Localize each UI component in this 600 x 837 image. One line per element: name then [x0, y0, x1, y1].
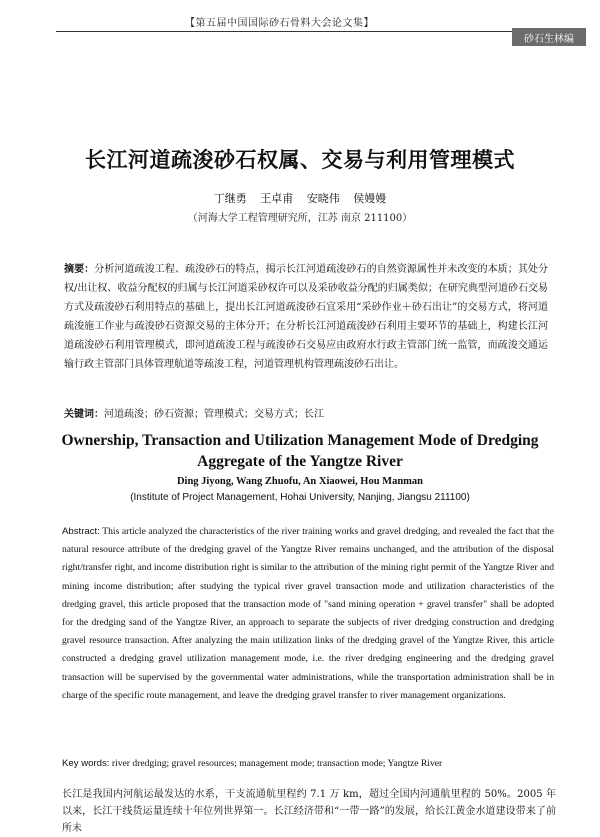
english-title — [40, 430, 560, 472]
chinese-keywords — [64, 405, 548, 420]
abstract-label: Abstract: — [62, 526, 100, 537]
header-rule — [56, 31, 578, 32]
keywords-label: 关键词： — [64, 409, 104, 420]
chinese-affiliation: （河海大学工程管理研究所，江苏 南京 211100） — [187, 213, 413, 224]
abstract-text: 分析河道疏浚工程、疏浚砂石的特点，揭示长江河道疏浚砂石的自然资源属性并未改变的本质；其处分权/出让权、收益分配权的归属与长江河道采砂权许可以及采砂收益分配的归属类似；在研究典型河道砂石交易方式及疏浚砂石利用特点的基础上，提出长江河道疏浚砂石宜采用“采砂作业＋砂石出让”的交易方式，将河道疏浚施工作业与疏浚砂石资源交易的主体分开；在分析长江河道疏浚砂石利用主要环节的基础上，构建长江河道疏浚砂石利用管理模式，即河道疏浚工程与疏浚砂石交易应由政府水行政主管部门统一监管，而疏浚交通运输行政主管部门具体管理航道等疏浚工程，河道管理机构管理疏浚砂石出让。 — [64, 264, 549, 370]
keywords-label: Key words: — [62, 758, 110, 769]
english-abstract — [62, 523, 554, 705]
abstract-label: 摘要： — [64, 264, 95, 275]
running-header — [0, 4, 600, 45]
author-name: 侯嫚嫚 — [353, 192, 387, 205]
english-title-line: Ownership, Transaction and Utilization Management Mode of Dredging — [61, 432, 539, 449]
keywords-text: 河道疏浚；砂石资源；管理模式；交易方式；长江 — [104, 409, 324, 420]
keywords-text: river dredging; gravel resources; management mode; transaction mode; Yangtze River — [111, 758, 443, 769]
english-title-line: Aggregate of the Yangtze River — [197, 453, 403, 470]
abstract-text: This article analyzed the characteristics of the river training works and gravel dredging, and revealed the fact that the natural resource attribute of the dredging gravel of the Yangtze River remains unchanged, and the attribution of the disposal right/transfer right, and income distribution right is similar to the attribution of the mining right permit of the Yangtze River and mining income distribution; after studying the typical river gravel transaction mode and utilization characteristics of the dredging gravel, this article proposed that the transaction mode of "sand mining operation + gravel transfer" shall be adopted for the dredging sand of the Yangtze River, an approach to separate the subjects of river dredging construction and dredging gravel resource transaction. After analyzing the main utilization links of the dredging gravel of the Yangtze River, this article constructed a dredging gravel utilization management mode, i.e. the river dredging engineering and the dredging gravel transaction will be supervised by the governmental water administrations, while the transportation administration shall be in charge of the specific route management, and leave the dredging gravel transfer to river management organizations. — [62, 526, 554, 701]
chinese-title: 长江河道疏浚砂石权属、交易与利用管理模式 — [85, 148, 515, 172]
conference-title: 【第五届中国国际砂石骨料大会论文集】 — [185, 18, 374, 29]
section-tab: 砂石生林编 — [512, 28, 586, 46]
chinese-authors — [0, 190, 600, 206]
english-affiliation: (Institute of Project Management, Hohai University, Nanjing, Jiangsu 211100) — [130, 492, 470, 503]
chinese-abstract — [64, 260, 548, 374]
author-name: 王卓甫 — [260, 192, 294, 205]
author-name: 安晓伟 — [306, 192, 340, 205]
english-authors: Ding Jiyong, Wang Zhuofu, An Xiaowei, Hou Manman — [176, 476, 424, 487]
body-paragraph: 长江是我国内河航运最发达的水系，干支流通航里程约 7.1 万 km，超过全国内河通航里程的 50%。2005 年以来，长江干线货运量连续十年位列世界第一。长江经济带和“一带一路”的发展，给长江黄金水道建设带来了前所未 — [62, 789, 556, 834]
english-keywords — [62, 758, 554, 769]
author-name: 丁继勇 — [213, 192, 247, 205]
